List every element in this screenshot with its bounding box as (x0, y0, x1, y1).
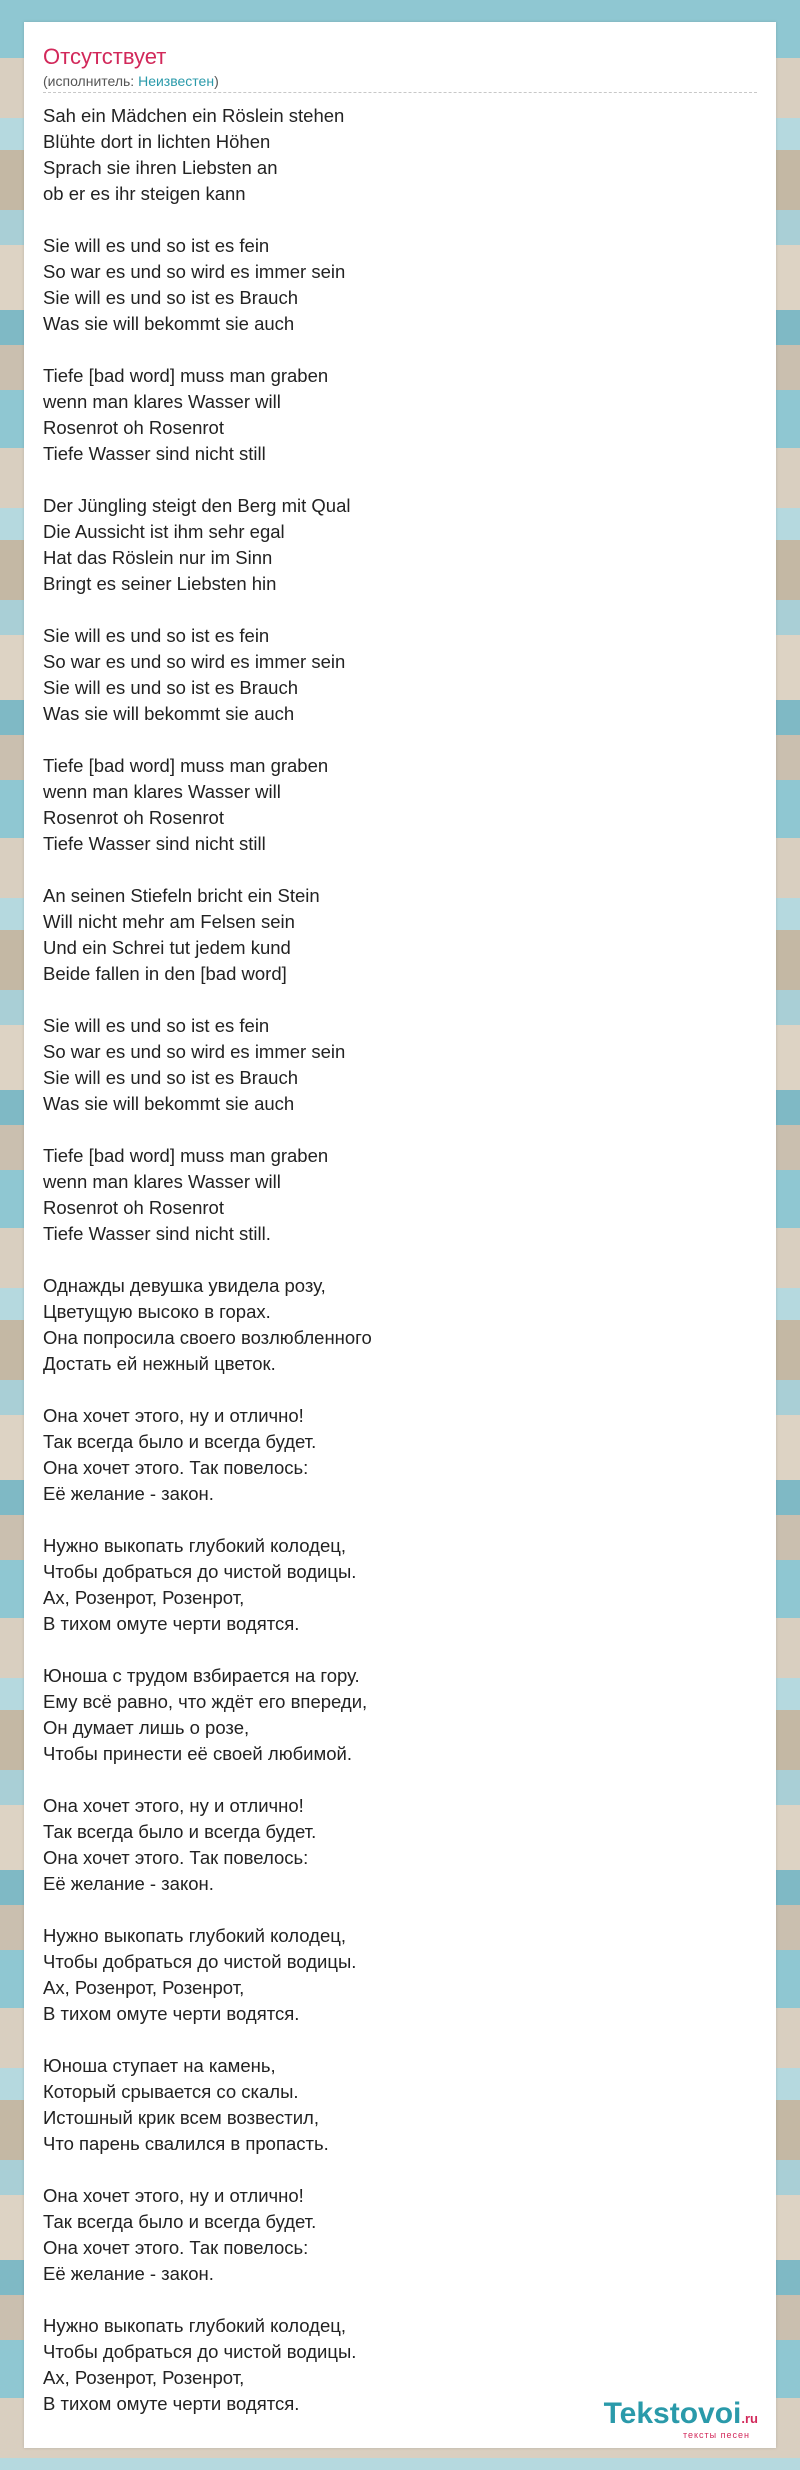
lyrics-stanza (43, 1143, 757, 1247)
lyric-line: Der Jüngling steigt den Berg mit Qual (43, 495, 351, 516)
lyric-line: Was sie will bekommt sie auch (43, 1093, 295, 1114)
lyric-line: Rosenrot oh Rosenrot (43, 807, 224, 828)
lyric-line: В тихом омуте черти водятся. (43, 1613, 300, 1634)
lyrics-stanza (43, 363, 757, 467)
lyric-line: Was sie will bekommt sie auch (43, 313, 295, 334)
lyrics-stanza (43, 753, 757, 857)
lyrics-stanza (43, 1403, 757, 1507)
lyric-line: An seinen Stiefeln bricht ein Stein (43, 885, 320, 906)
lyric-line: ob er es ihr steigen kann (43, 183, 246, 204)
lyric-line: Юноша ступает на камень, (43, 2055, 276, 2076)
lyrics-stanza (43, 1923, 757, 2027)
lyric-line: Нужно выкопать глубокий колодец, (43, 1925, 346, 1946)
lyric-line: В тихом омуте черти водятся. (43, 2003, 300, 2024)
lyric-line: Sie will es und so ist es Brauch (43, 1067, 299, 1088)
lyric-line: Sie will es und so ist es fein (43, 235, 270, 256)
lyric-line: Sie will es und so ist es Brauch (43, 287, 299, 308)
lyric-line: Она попросила своего возлюбленного (43, 1327, 372, 1348)
lyric-line: Её желание - закон. (43, 2263, 214, 2284)
lyric-line: Ему всё равно, что ждёт его впереди, (43, 1691, 368, 1712)
logo-domain-suffix: .ru (741, 2411, 758, 2426)
lyric-line: Она хочет этого. Так повелось: (43, 1847, 309, 1868)
lyric-line: Ах, Розенрот, Розенрот, (43, 1587, 245, 1608)
lyric-line: Die Aussicht ist ihm sehr egal (43, 521, 285, 542)
lyric-line: Однажды девушка увидела розу, (43, 1275, 326, 1296)
lyric-line: Tiefe [bad word] muss man graben (43, 755, 329, 776)
lyric-line: Tiefe [bad word] muss man graben (43, 1145, 329, 1166)
lyric-line: Was sie will bekommt sie auch (43, 703, 295, 724)
lyric-line: So war es und so wird es immer sein (43, 651, 346, 672)
lyric-line: wenn man klares Wasser will (43, 1171, 281, 1192)
lyric-line: Beide fallen in den [bad word] (43, 963, 287, 984)
lyrics-stanza (43, 103, 757, 207)
lyrics-stanza (43, 623, 757, 727)
title-divider (43, 92, 757, 93)
lyric-line: Так всегда было и всегда будет. (43, 1821, 317, 1842)
lyric-line: Который срывается со скалы. (43, 2081, 299, 2102)
lyric-line: Blühte dort in lichten Höhen (43, 131, 271, 152)
lyrics-body (43, 103, 757, 2417)
lyric-line: Её желание - закон. (43, 1483, 214, 1504)
lyric-line: Нужно выкопать глубокий колодец, (43, 2315, 346, 2336)
lyric-line: Sah ein Mädchen ein Röslein stehen (43, 105, 345, 126)
lyric-line: Нужно выкопать глубокий колодец, (43, 1535, 346, 1556)
lyric-line: Rosenrot oh Rosenrot (43, 1197, 224, 1218)
lyric-line: Она хочет этого, ну и отлично! (43, 2185, 304, 2206)
lyric-line: Ах, Розенрот, Розенрот, (43, 2367, 245, 2388)
lyric-line: Hat das Röslein nur im Sinn (43, 547, 273, 568)
lyric-line: Истошный крик всем возвестил, (43, 2107, 319, 2128)
lyric-line: So war es und so wird es immer sein (43, 1041, 346, 1062)
lyric-line: So war es und so wird es immer sein (43, 261, 346, 282)
lyric-line: Sie will es und so ist es Brauch (43, 677, 299, 698)
lyric-line: Чтобы добраться до чистой водицы. (43, 1951, 357, 1972)
lyric-line: Tiefe Wasser sind nicht still (43, 833, 266, 854)
lyrics-stanza (43, 493, 757, 597)
lyric-line: Она хочет этого, ну и отлично! (43, 1405, 304, 1426)
lyric-line: Sprach sie ihren Liebsten an (43, 157, 278, 178)
lyric-line: Rosenrot oh Rosenrot (43, 417, 224, 438)
lyric-line: wenn man klares Wasser will (43, 391, 281, 412)
lyric-line: Она хочет этого, ну и отлично! (43, 1795, 304, 1816)
lyrics-stanza (43, 2183, 757, 2287)
performer-prefix: (исполнитель: (43, 73, 139, 89)
lyric-line: Он думает лишь о розе, (43, 1717, 250, 1738)
lyric-line: Tiefe [bad word] muss man graben (43, 365, 329, 386)
lyric-line: Достать ей нежный цветок. (43, 1353, 276, 1374)
lyric-line: Так всегда было и всегда будет. (43, 2211, 317, 2232)
lyrics-stanza (43, 1793, 757, 1897)
lyric-line: Её желание - закон. (43, 1873, 214, 1894)
lyrics-stanza (43, 883, 757, 987)
lyric-line: wenn man klares Wasser will (43, 781, 281, 802)
lyric-line: Bringt es seiner Liebsten hin (43, 573, 277, 594)
logo-wordmark: Tekstovoi (603, 2397, 742, 2430)
logo-tagline: тексты песен (682, 2430, 750, 2440)
lyrics-stanza (43, 1663, 757, 1767)
performer-link[interactable]: Неизвестен (138, 73, 215, 89)
lyric-line: Что парень свалился в пропасть. (43, 2133, 329, 2154)
lyrics-stanza (43, 233, 757, 337)
lyrics-stanza (43, 1533, 757, 1637)
lyrics-stanza (43, 2053, 757, 2157)
lyric-line: Sie will es und so ist es fein (43, 1015, 270, 1036)
performer-line (43, 72, 219, 90)
lyric-line: Чтобы принести её своей любимой. (43, 1743, 352, 1764)
lyric-line: Sie will es und so ist es fein (43, 625, 270, 646)
lyric-line: Ах, Розенрот, Розенрот, (43, 1977, 245, 1998)
lyric-line: Цветущую высоко в горах. (43, 1301, 271, 1322)
performer-suffix: ) (214, 73, 219, 89)
lyric-line: Чтобы добраться до чистой водицы. (43, 1561, 357, 1582)
lyrics-stanza (43, 1013, 757, 1117)
site-logo[interactable] (604, 2399, 758, 2440)
lyric-line: Tiefe Wasser sind nicht still. (43, 1223, 271, 1244)
lyrics-stanza (43, 1273, 757, 1377)
lyric-line: Юноша с трудом взбирается на гору. (43, 1665, 360, 1686)
lyric-line: Чтобы добраться до чистой водицы. (43, 2341, 357, 2362)
lyric-line: Will nicht mehr am Felsen sein (43, 911, 295, 932)
lyric-line: Tiefe Wasser sind nicht still (43, 443, 266, 464)
lyrics-card (24, 22, 776, 2448)
lyric-line: В тихом омуте черти водятся. (43, 2393, 300, 2414)
lyric-line: Она хочет этого. Так повелось: (43, 2237, 309, 2258)
lyric-line: Und ein Schrei tut jedem kund (43, 937, 291, 958)
lyric-line: Она хочет этого. Так повелось: (43, 1457, 309, 1478)
song-title: Отсутствует (43, 44, 167, 69)
lyric-line: Так всегда было и всегда будет. (43, 1431, 317, 1452)
